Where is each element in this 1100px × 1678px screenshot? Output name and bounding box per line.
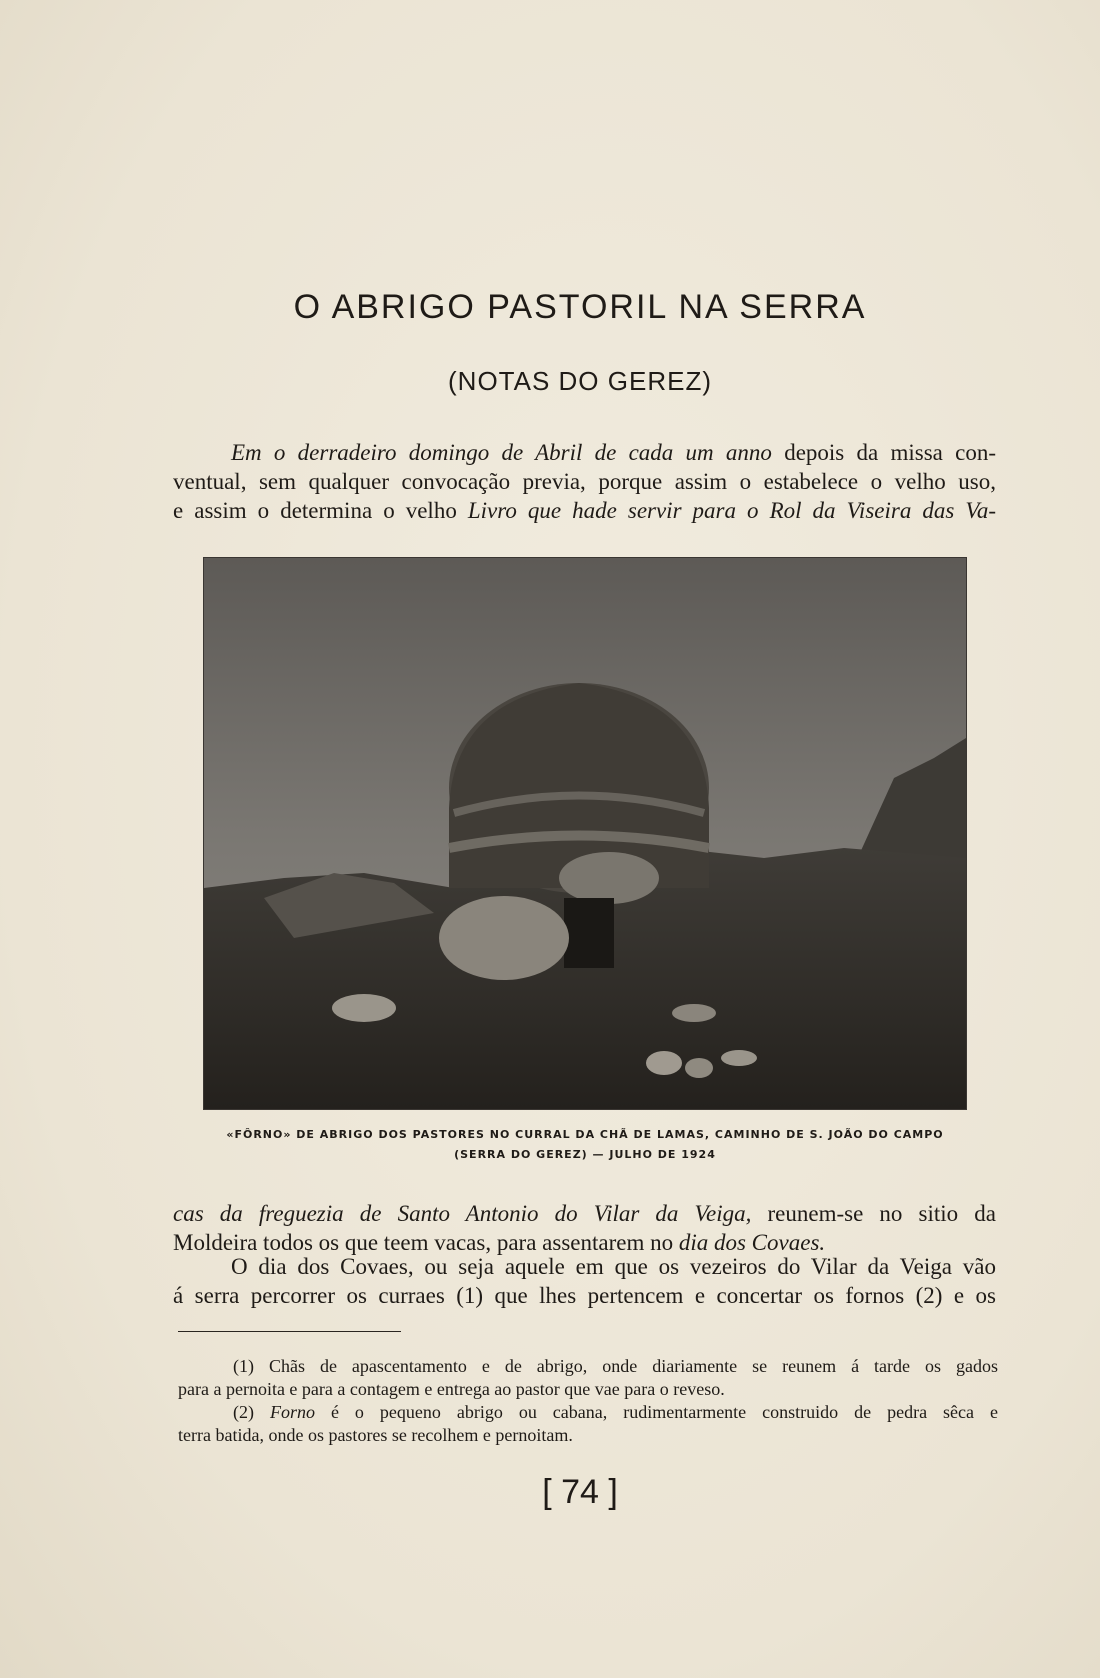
- footnote-2-line-2: terra batida, onde os pastores se recolhem e pernoitam.: [178, 1425, 573, 1445]
- shepherd-shelter-photo: [203, 557, 967, 1110]
- text-run: reunem-se no sitio da: [751, 1201, 996, 1226]
- footnote-separator: [178, 1331, 401, 1332]
- footnote-2-line-1: [178, 1401, 998, 1424]
- text-run: e assim o determina o velho: [173, 498, 468, 523]
- text-run: depois da missa con-: [771, 440, 997, 465]
- footnotes: [178, 1355, 998, 1447]
- paragraph-3-line-2: á serra percorrer os curraes (1) que lhes pertencem e concertar os fornos (2) e os: [173, 1283, 996, 1308]
- paragraph-1-line-2: ventual, sem qualquer convocação previa, porque assim o estabelece o velho uso,: [173, 469, 996, 494]
- italic-phrase: cas da freguezia de Santo Antonio do Vilar da Veiga,: [173, 1201, 752, 1226]
- italic-phrase: dia dos Covaes.: [678, 1230, 826, 1255]
- paragraph-2-line-1: [173, 1199, 996, 1228]
- article-title: O ABRIGO PASTORIL NA SERRA: [293, 288, 867, 326]
- paragraph-2: [173, 1199, 996, 1257]
- photo-caption-line-1: «FÔRNO» DE ABRIGO DOS PASTORES NO CURRAL DA CHÃ DE LAMAS, CAMINHO DE S. JOÃO DO CAMPO: [226, 1128, 944, 1141]
- paragraph-3-line-1: O dia dos Covaes, ou seja aquele em que os vezeiros do Vilar da Veiga vão: [231, 1254, 996, 1279]
- paragraph-1-line-1: [173, 438, 996, 467]
- page-number: [ 74 ]: [542, 1473, 618, 1511]
- photo-caption-line-2: (SERRA DO GEREZ) — JULHO DE 1924: [454, 1148, 716, 1161]
- footnote-1-line-2: para a pernoita e para a contagem e entrega ao pastor que vae para o reveso.: [178, 1379, 725, 1399]
- paragraph-3: [173, 1252, 996, 1310]
- article-subtitle: (NOTAS DO GEREZ): [448, 366, 712, 396]
- italic-phrase: Em o derradeiro domingo de Abril de cada um anno: [231, 440, 772, 465]
- text-run: (2): [233, 1402, 270, 1422]
- text-run: é o pequeno abrigo ou cabana, rudimentarmente construido de pedra sêca e: [314, 1402, 998, 1422]
- paragraph-1-line-3: [173, 496, 996, 525]
- footnote-1-line-1: (1) Chãs de apascentamento e de abrigo, onde diariamente se reunem á tarde os gados: [233, 1356, 998, 1376]
- italic-phrase: Livro que hade servir para o Rol da Viseira das Va-: [467, 498, 996, 523]
- paragraph-1: [173, 438, 996, 525]
- photo-illustration: [204, 558, 966, 1109]
- italic-phrase: Forno: [269, 1402, 315, 1422]
- text-run: Moldeira todos os que teem vacas, para assentarem no: [173, 1230, 679, 1255]
